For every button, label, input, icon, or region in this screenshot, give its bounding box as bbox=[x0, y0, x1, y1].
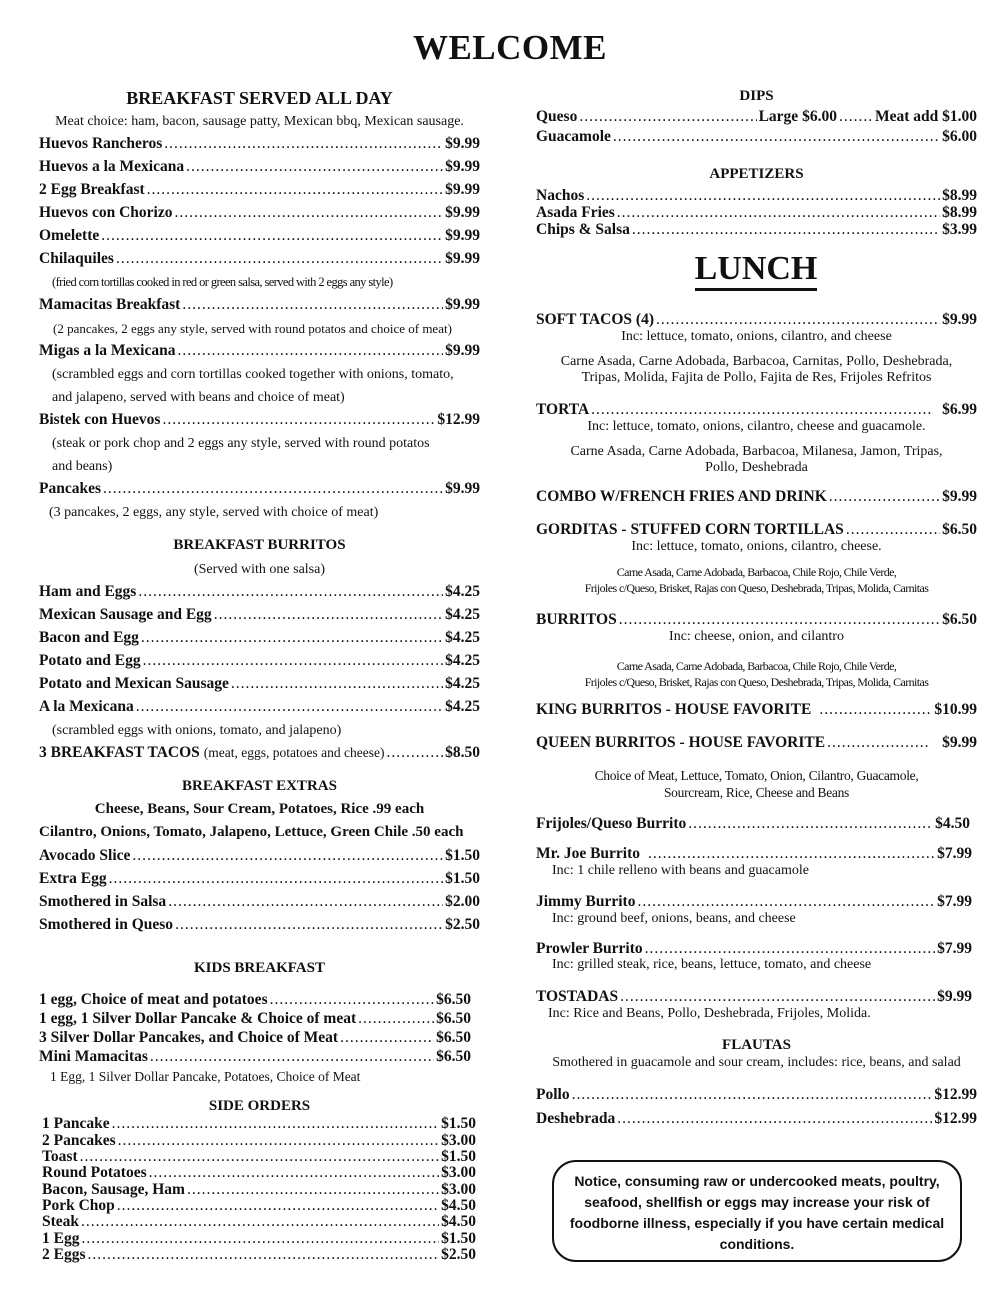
menu-item-tacos: 3 BREAKFAST TACOS (meat, eggs, potatoes and cheese) ..... $8.50 bbox=[39, 744, 480, 762]
menu-item: Pork Chop ..... $4.50 bbox=[42, 1197, 476, 1215]
menu-item: 1 egg, Choice of meat and potatoes ..... $6.50 bbox=[39, 991, 471, 1009]
menu-item: 1 Egg ..... $1.50 bbox=[42, 1230, 476, 1248]
menu-item: Bistek con Huevos ..... $12.99 bbox=[39, 411, 480, 429]
meat-options: Carne Asada, Carne Adobada, Barbacoa, Carnitas, Pollo, Deshebrada, bbox=[560, 354, 953, 369]
lunch-heading: LUNCH bbox=[536, 250, 976, 288]
menu-item: Potato and Mexican Sausage ..... $4.25 bbox=[39, 675, 480, 693]
menu-item: Deshebrada ..... $12.99 bbox=[536, 1110, 977, 1128]
menu-item: Bacon and Egg ..... $4.25 bbox=[39, 629, 480, 647]
menu-item: Prowler Burrito ..... $7.99 bbox=[536, 940, 972, 958]
item-includes: Inc: ground beef, onions, beans, and cheese bbox=[552, 911, 796, 926]
meat-options: Carne Asada, Carne Adobada, Barbacoa, Milanesa, Jamon, Tripas, bbox=[570, 444, 943, 459]
menu-item: Migas a la Mexicana ..... $9.99 bbox=[39, 342, 480, 360]
meat-options: Carne Asada, Carne Adobada, Barbacoa, Chile Rojo, Chile Verde, bbox=[616, 565, 897, 579]
menu-item: A la Mexicana ..... $4.25 bbox=[39, 698, 480, 716]
item-description: and jalapeno, served with beans and choice of meat) bbox=[52, 390, 345, 405]
meat-options: Carne Asada, Carne Adobada, Barbacoa, Chile Rojo, Chile Verde, bbox=[616, 659, 897, 673]
side-orders-heading: SIDE ORDERS bbox=[208, 1098, 311, 1114]
menu-item: Toast ..... $1.50 bbox=[42, 1148, 476, 1166]
menu-item: BURRITOS ..... $6.50 bbox=[536, 611, 977, 629]
page-title: WELCOME bbox=[412, 28, 608, 67]
menu-item: Guacamole ..... $6.00 bbox=[536, 128, 977, 146]
menu-item: Smothered in Queso ..... $2.50 bbox=[39, 916, 480, 934]
extras-heading: BREAKFAST EXTRAS bbox=[182, 778, 337, 794]
menu-item: 1 Pancake ..... $1.50 bbox=[42, 1115, 476, 1133]
menu-item: Huevos con Chorizo ..... $9.99 bbox=[39, 204, 480, 222]
item-includes: Inc: grilled steak, rice, beans, lettuce, tomato, and cheese bbox=[552, 957, 872, 972]
item-description: (scrambled eggs and corn tortillas cooked together with onions, tomato, bbox=[52, 367, 454, 382]
meat-options: Frijoles c/Queso, Brisket, Rajas con Queso, Deshebrada, Tripas, Molida, Carnitas bbox=[584, 581, 929, 595]
menu-item: 1 egg, 1 Silver Dollar Pancake & Choice of meat ..... $6.50 bbox=[39, 1010, 471, 1028]
queen-choices: Sourcream, Rice, Cheese and Beans bbox=[663, 785, 850, 800]
item-includes: Inc: lettuce, tomato, onions, cilantro, cheese. bbox=[631, 539, 882, 554]
menu-item: Jimmy Burrito ..... $7.99 bbox=[536, 893, 972, 911]
appetizers-heading: APPETIZERS bbox=[709, 166, 804, 182]
item-includes: Inc: Rice and Beans, Pollo, Deshebrada, Frijoles, Molida. bbox=[548, 1006, 871, 1021]
item-includes: Inc: lettuce, tomato, onions, cilantro, cheese and guacamole. bbox=[587, 419, 926, 434]
menu-item: 3 Silver Dollar Pancakes, and Choice of Meat ..... $6.50 bbox=[39, 1029, 471, 1047]
item-includes: Inc: 1 chile relleno with beans and guacamole bbox=[552, 863, 809, 878]
menu-item: GORDITAS - STUFFED CORN TORTILLAS ..... $6.50 bbox=[536, 521, 977, 539]
extras-line: Cilantro, Onions, Tomato, Jalapeno, Lettuce, Green Chile .50 each bbox=[39, 824, 464, 840]
item-description: 1 Egg, 1 Silver Dollar Pancake, Potatoes, Choice of Meat bbox=[50, 1069, 361, 1084]
menu-item: TORTA ..... $6.99 bbox=[536, 401, 977, 419]
menu-item: Huevos a la Mexicana ..... $9.99 bbox=[39, 158, 480, 176]
item-description: (scrambled eggs with onions, tomato, and jalapeno) bbox=[52, 723, 342, 738]
menu-item: Mexican Sausage and Egg ..... $4.25 bbox=[39, 606, 480, 624]
menu-item: Omelette ..... $9.99 bbox=[39, 227, 480, 245]
menu-item: Avocado Slice ..... $1.50 bbox=[39, 847, 480, 865]
burritos-subheading: (Served with one salsa) bbox=[193, 562, 326, 577]
menu-item: Nachos ..... $8.99 bbox=[536, 187, 977, 205]
menu-item: 2 Eggs ..... $2.50 bbox=[42, 1246, 476, 1264]
menu-item: 2 Pancakes ..... $3.00 bbox=[42, 1132, 476, 1150]
flautas-description: Smothered in guacamole and sour cream, includes: rice, beans, and salad bbox=[552, 1055, 961, 1070]
item-description: and beans) bbox=[52, 459, 113, 474]
menu-item: Extra Egg ..... $1.50 bbox=[39, 870, 480, 888]
menu-item: 2 Egg Breakfast ..... $9.99 bbox=[39, 181, 480, 199]
menu-item: TOSTADAS ..... $9.99 bbox=[536, 988, 972, 1006]
dips-heading: DIPS bbox=[739, 88, 774, 104]
menu-item: KING BURRITOS - HOUSE FAVORITE ..... $10.99 bbox=[536, 701, 977, 719]
extras-line: Cheese, Beans, Sour Cream, Potatoes, Rice .99 each bbox=[94, 801, 425, 817]
item-includes: Inc: cheese, onion, and cilantro bbox=[669, 629, 844, 644]
menu-item: Pollo ..... $12.99 bbox=[536, 1086, 977, 1104]
meat-options: Pollo, Deshebrada bbox=[705, 460, 808, 475]
breakfast-heading: BREAKFAST SERVED ALL DAY bbox=[126, 88, 393, 108]
menu-item: Frijoles/Queso Burrito ..... $4.50 bbox=[536, 815, 970, 833]
food-safety-notice: Notice, consuming raw or undercooked meats, poultry, seafood, shellfish or eggs may increase your risk of foodborne illness, especially if you have certain medical conditions. bbox=[552, 1160, 962, 1262]
menu-item: Pancakes ..... $9.99 bbox=[39, 480, 480, 498]
menu-item: Bacon, Sausage, Ham ..... $3.00 bbox=[42, 1181, 476, 1199]
queen-choices: Choice of Meat, Lettuce, Tomato, Onion, Cilantro, Guacamole, bbox=[594, 768, 919, 783]
meat-options: Frijoles c/Queso, Brisket, Rajas con Queso, Deshebrada, Tripas, Molida, Carnitas bbox=[584, 675, 929, 689]
menu-item: Steak ..... $4.50 bbox=[42, 1213, 476, 1231]
item-description: (fried corn tortillas cooked in red or green salsa, served with 2 eggs any style) bbox=[52, 275, 393, 289]
menu-item: SOFT TACOS (4) ..... $9.99 bbox=[536, 311, 977, 329]
item-includes: Inc: lettuce, tomato, onions, cilantro, and cheese bbox=[621, 329, 892, 344]
item-description: (3 pancakes, 2 eggs, any style, served with choice of meat) bbox=[49, 505, 379, 520]
kids-heading: KIDS BREAKFAST bbox=[193, 960, 325, 976]
menu-item: QUEEN BURRITOS - HOUSE FAVORITE ..... $9.99 bbox=[536, 734, 977, 752]
item-description: (steak or pork chop and 2 eggs any style, served with round potatos bbox=[52, 436, 430, 451]
menu-item: Mini Mamacitas ..... $6.50 bbox=[39, 1048, 471, 1066]
menu-item: Potato and Egg ..... $4.25 bbox=[39, 652, 480, 670]
menu-item: Smothered in Salsa ..... $2.00 bbox=[39, 893, 480, 911]
menu-item: COMBO W/FRENCH FRIES AND DRINK ..... $9.99 bbox=[536, 488, 977, 506]
breakfast-burritos-heading: BREAKFAST BURRITOS bbox=[173, 537, 346, 553]
menu-item: Asada Fries ..... $8.99 bbox=[536, 204, 977, 222]
menu-item: Chilaquiles ..... $9.99 bbox=[39, 250, 480, 268]
flautas-heading: FLAUTAS bbox=[722, 1037, 791, 1053]
menu-item: Huevos Rancheros ..... $9.99 bbox=[39, 135, 480, 153]
menu-item: Chips & Salsa ..... $3.99 bbox=[536, 221, 977, 239]
menu-item: Mamacitas Breakfast ..... $9.99 bbox=[39, 296, 480, 314]
item-description: (2 pancakes, 2 eggs any style, served with round potatos and choice of meat) bbox=[53, 321, 452, 336]
menu-item-queso: Queso ..... Large $6.00 ..... Meat add $1.00 bbox=[536, 108, 977, 126]
meat-options: Tripas, Molida, Fajita de Pollo, Fajita de Res, Frijoles Refritos bbox=[581, 370, 932, 385]
menu-item: Mr. Joe Burrito ..... $7.99 bbox=[536, 845, 972, 863]
menu-item: Round Potatoes ..... $3.00 bbox=[42, 1164, 476, 1182]
meat-choice-note: Meat choice: ham, bacon, sausage patty, Mexican bbq, Mexican sausage. bbox=[55, 114, 464, 129]
menu-item: Ham and Eggs ..... $4.25 bbox=[39, 583, 480, 601]
